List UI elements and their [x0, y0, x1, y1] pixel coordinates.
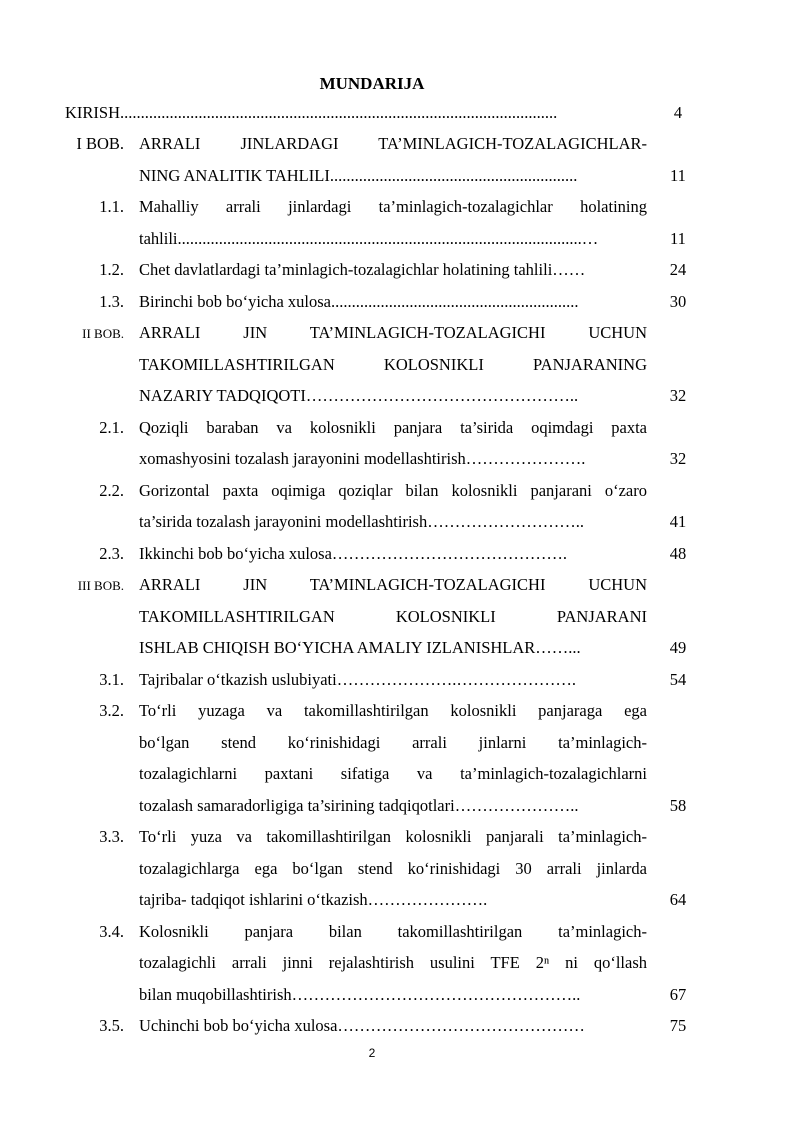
- toc-entry-title-line: Ikkinchi bob bo‘yicha xulosa…………………………………….: [139, 543, 568, 563]
- toc-entry-title-line: TAKOMILLASHTIRILGAN KOLOSNIKLI PANJARANING: [139, 354, 647, 374]
- toc-entry-number: 2.2.: [99, 480, 124, 500]
- toc-entry-title-line: ARRALI JINLARDAGI TA’MINLAGICH-TOZALAGICHLAR-: [139, 134, 647, 153]
- toc-entry-page: 24: [669, 260, 687, 279]
- toc-entry-page: 11: [670, 228, 686, 248]
- toc-entry-page: 11: [670, 165, 686, 185]
- toc-entry-number: 1.1.: [99, 197, 124, 216]
- toc-entry-number: 3.5.: [99, 1016, 124, 1035]
- toc-entry-page: 32: [669, 449, 687, 468]
- toc-entry-page: 54: [669, 669, 687, 689]
- toc-entry-title-line: ARRALI JIN TA’MINLAGICH-TOZALAGICHI UCHUN: [139, 323, 647, 342]
- toc-entry-number: II BOB.: [82, 326, 124, 341]
- toc-entry-number: 3.3.: [99, 827, 124, 846]
- toc-entry-title-line: To‘rli yuzaga va takomillashtirilgan kolosnikli panjaraga ega: [139, 701, 647, 720]
- toc-entry-kirish-page: 4: [673, 103, 683, 122]
- toc-entry-kirish-label: KIRISH..........................................................................................................: [65, 103, 558, 122]
- toc-entry-title-line: xomashyosini tozalash jarayonini modellashtirish………………….: [139, 449, 586, 468]
- toc-entry-title-line: bo‘lgan stend ko‘rinishidagi arrali jinlarni ta’minlagich-: [139, 732, 647, 752]
- toc-entry-title-line: tozalagichlarga ega bo‘lgan stend ko‘rinishidagi 30 arrali jinlarda: [139, 858, 647, 878]
- toc-entry-number: 1.2.: [99, 260, 124, 279]
- toc-entry-title-line: ta’sirida tozalash jarayonini modellashtirish………………………..: [139, 512, 584, 531]
- toc-entry-title-line: tozalagichlarni paxtani sifatiga va ta’minlagich-tozalagichlarni: [139, 764, 647, 783]
- toc-entry-title-line: ISHLAB CHIQISH BO‘YICHA AMALIY IZLANISHLAR……...: [139, 638, 581, 657]
- toc-entry-title-line: Gorizontal paxta oqimiga qoziqlar bilan kolosnikli panjarani o‘zaro: [139, 480, 647, 500]
- toc-entry-title-line: NING ANALITIK TAHLILI............................................................: [139, 165, 578, 185]
- toc-entry-title-line: NAZARIY TADQIQOTI…………………………………………..: [139, 386, 579, 405]
- toc-entry-number: 2.3.: [99, 543, 124, 563]
- toc-entry-title-line: tajriba- tadqiqot ishlarini o‘tkazish………………….: [139, 890, 488, 909]
- toc-title: MUNDARIJA: [319, 74, 425, 93]
- toc-entry-number: 3.1.: [99, 669, 124, 689]
- toc-entry-title-line: ARRALI JIN TA’MINLAGICH-TOZALAGICHI UCHUN: [139, 575, 647, 594]
- toc-entry-page: 49: [669, 638, 687, 657]
- toc-entry-page: 48: [669, 543, 687, 563]
- toc-entry-title-line: Birinchi bob bo‘yicha xulosa............................................................: [139, 291, 579, 311]
- toc-entry-title-line: tahlili..................................................................................................…: [139, 228, 599, 248]
- toc-entry-title-line: TAKOMILLASHTIRILGAN KOLOSNIKLI PANJARANI: [139, 606, 647, 626]
- toc-entry-title-line: Kolosnikli panjara bilan takomillashtirilgan ta’minlagich-: [139, 921, 647, 941]
- toc-entry-title-line: tozalash samaradorligiga ta’sirining tadqiqotlari…………………..: [139, 795, 579, 815]
- toc-entry-page: 32: [669, 386, 687, 405]
- toc-entry-title-line: tozalagichli arrali jinni rejalashtirish usulini TFE 2ⁿ ni qo‘llash: [139, 953, 647, 972]
- toc-entry-number: 3.2.: [99, 701, 124, 720]
- toc-entry-title-line: To‘rli yuza va takomillashtirilgan kolosnikli panjarali ta’minlagich-: [139, 827, 647, 846]
- toc-entry-title-line: Chet davlatlardagi ta’minlagich-tozalagichlar holatining tahlili……: [139, 260, 586, 279]
- toc-entry-page: 30: [669, 291, 687, 311]
- toc-entry-number: I BOB.: [76, 134, 124, 153]
- toc-entry-page: 67: [669, 984, 687, 1004]
- toc-entry-page: 58: [669, 795, 687, 815]
- toc-entry-page: 41: [669, 512, 687, 531]
- page-number: 2: [368, 1046, 376, 1060]
- toc-entry-number: 2.1.: [99, 417, 124, 437]
- toc-entry-title-line: bilan muqobillashtirish……………………………………………..: [139, 984, 581, 1004]
- toc-entry-number: III BOB.: [77, 578, 124, 593]
- toc-entry-title-line: Qoziqli baraban va kolosnikli panjara ta’sirida oqimdagi paxta: [139, 417, 647, 437]
- toc-entry-title-line: Mahalliy arrali jinlardagi ta’minlagich-tozalagichlar holatining: [139, 197, 647, 216]
- toc-entry-title-line: Uchinchi bob bo‘yicha xulosa………………………………………: [139, 1016, 585, 1035]
- toc-entry-title-line: Tajribalar o‘tkazish uslubiyati………………….………………….: [139, 669, 576, 689]
- toc-entry-page: 64: [669, 890, 687, 909]
- toc-entry-page: 75: [669, 1016, 687, 1035]
- toc-entry-number: 1.3.: [99, 291, 124, 311]
- toc-entry-number: 3.4.: [99, 921, 124, 941]
